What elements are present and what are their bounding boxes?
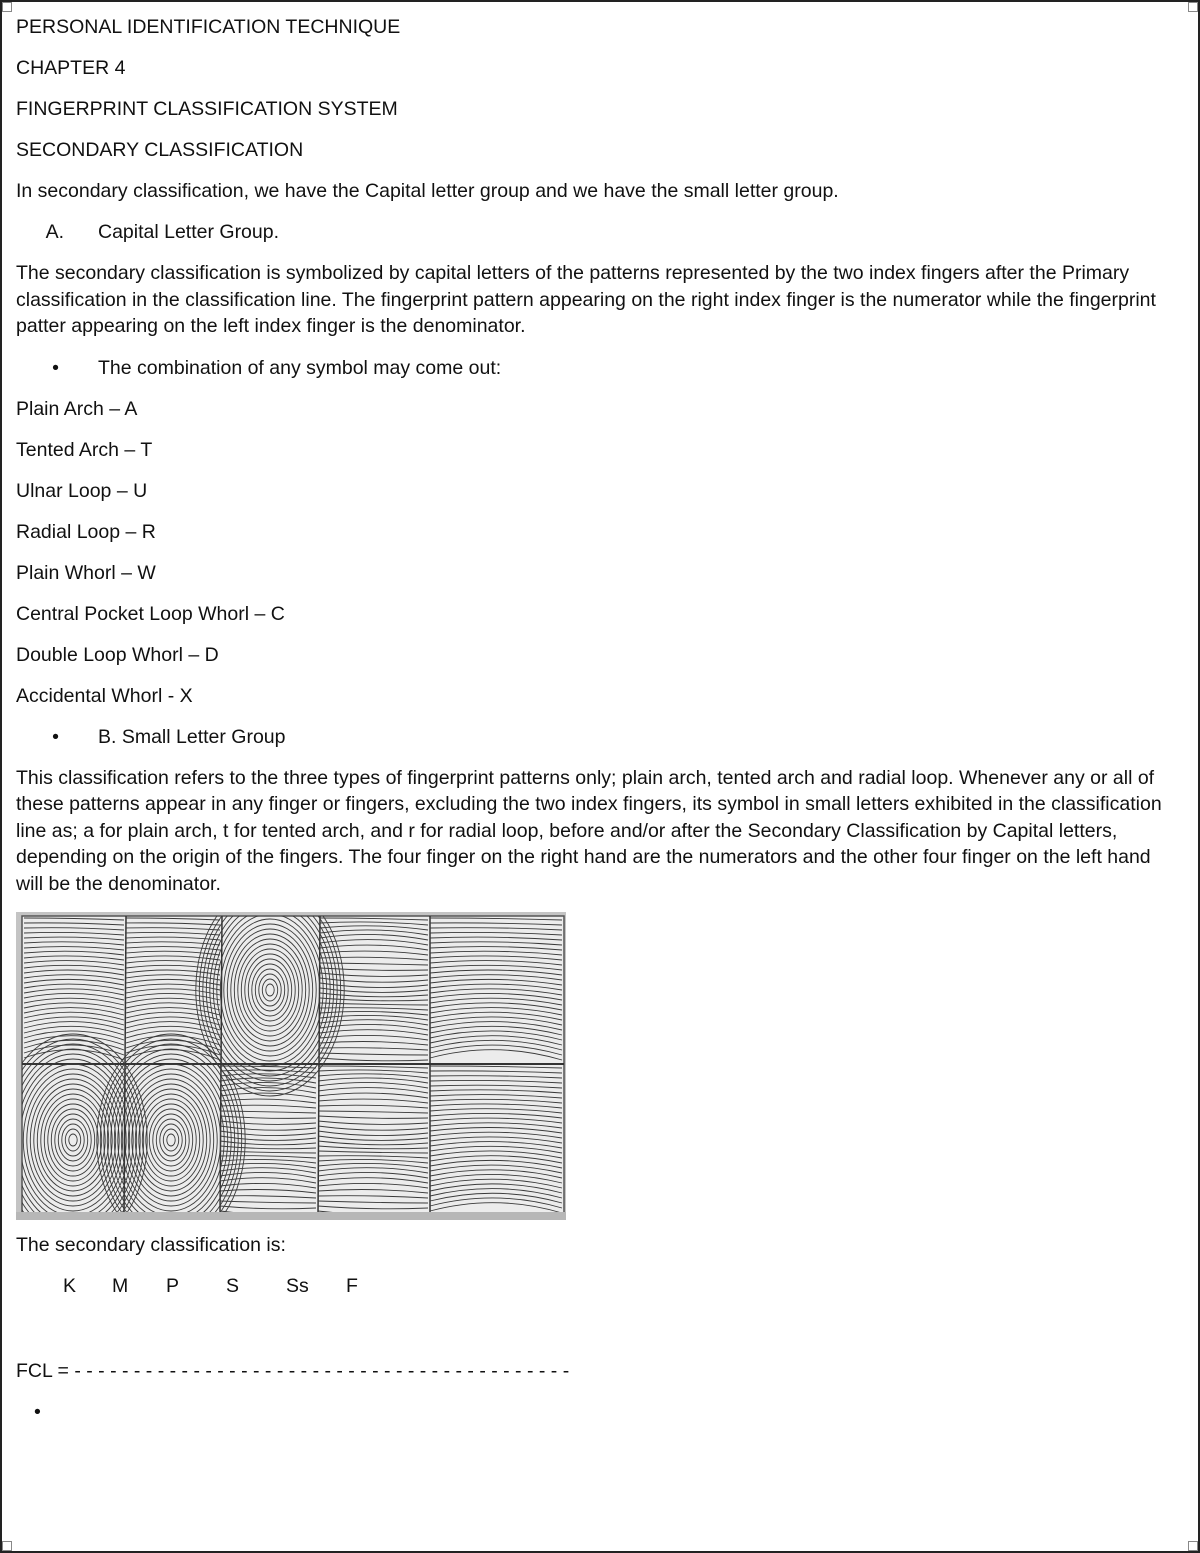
intro-text: In secondary classification, we have the Capital letter group and we have the small letter group. [16, 180, 839, 202]
corner-handle [2, 2, 12, 12]
symbol-item: Tented Arch – T [16, 438, 153, 461]
fingerprint-card-photo [16, 912, 566, 1220]
chapter-title: CHAPTER 4 [16, 57, 126, 79]
letter: F [346, 1275, 358, 1297]
symbol-item: Plain Arch – A [16, 397, 138, 420]
symbol-item: Accidental Whorl - X [16, 684, 193, 707]
symbol-item: Plain Whorl – W [16, 561, 156, 584]
bullet-icon: • [34, 1401, 41, 1423]
symbol-item: Double Loop Whorl – D [16, 643, 219, 666]
capital-group-title: Capital Letter Group. [98, 221, 280, 243]
letter: S [226, 1275, 240, 1297]
combination-text: The combination of any symbol may come out: [98, 356, 502, 379]
system-title: FINGERPRINT CLASSIFICATION SYSTEM [16, 98, 398, 120]
fingerprint-card-image [16, 912, 566, 1220]
document-header: PERSONAL IDENTIFICATION TECHNIQUE [16, 16, 401, 38]
secondary-letters [16, 1273, 1182, 1299]
symbol-item: Ulnar Loop – U [16, 479, 148, 502]
corner-handle [1188, 2, 1198, 12]
small-group-heading [16, 724, 1182, 750]
letter: M [112, 1275, 129, 1297]
capital-group-heading [16, 219, 1182, 245]
section-title: SECONDARY CLASSIFICATION [16, 139, 304, 161]
bullet-icon: • [52, 725, 59, 748]
exercise-prompt: The secondary classification is: [16, 1234, 286, 1256]
symbol-item: Central Pocket Loop Whorl – C [16, 602, 285, 625]
capital-group-paragraph: The secondary classification is symbolized by capital letters of the patterns represented by the two index fingers after the Primary classification in the classification line. The fingerprint pattern appearing on the right index finger is the numerator while the fingerprint patter appearing on the left index finger is the denominator. [16, 262, 1156, 337]
letter: Ss [286, 1275, 309, 1297]
document-body [16, 14, 1182, 1299]
list-marker: A. [45, 221, 64, 243]
small-group-title: B. Small Letter Group [98, 725, 286, 748]
symbol-item: Radial Loop – R [16, 520, 156, 543]
small-group-paragraph: This classification refers to the three types of fingerprint patterns only; plain arch, tented arch and radial loop. Whenever any or all of these patterns appear in any finger or fingers, excluding the two index fingers, its symbol in small letters exhibited in the classification line as; a for plain arch, t for tented arch, and r for radial loop, before and/or after the Secondary Classification by Capital letters, depending on the origin of the fingers. The four finger on the right hand are the numerators and the other four finger on the left hand will be the denominator. [16, 766, 1162, 895]
fcl-line: FCL = - - - - - - - - - - - - - - - - - - - - - - - - - - - - - - - - - - - - - - - - - - [16, 1360, 570, 1382]
letter: P [166, 1275, 180, 1297]
bullet-icon: • [52, 356, 59, 379]
combination-bullet [16, 355, 1182, 381]
letter: K [63, 1275, 77, 1297]
corner-handle [2, 1541, 12, 1551]
corner-handle [1188, 1541, 1198, 1551]
